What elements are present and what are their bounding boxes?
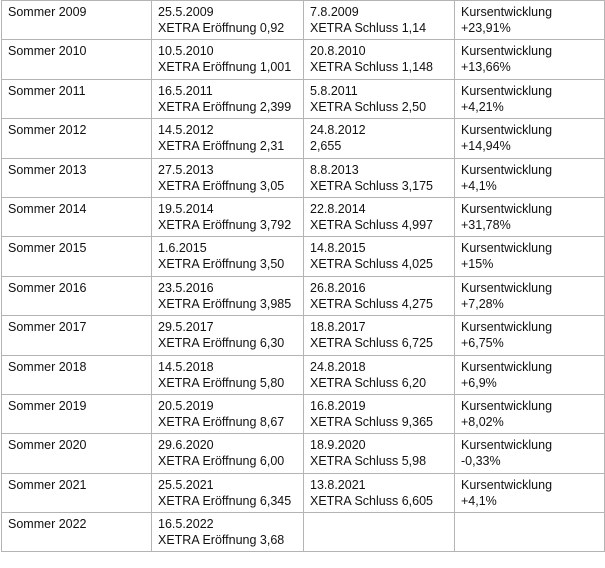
opening-cell	[152, 158, 304, 197]
opening-cell	[152, 79, 304, 118]
table-row	[2, 197, 605, 236]
closing-cell	[304, 355, 455, 394]
closing-cell-line: XETRA Schluss 1,148	[310, 60, 433, 75]
opening-cell-line: 19.5.2014	[158, 201, 214, 216]
closing-cell-line: 20.8.2010	[310, 44, 366, 59]
closing-cell-line: 18.8.2017	[310, 320, 366, 335]
closing-cell	[304, 434, 455, 473]
opening-cell-line: XETRA Eröffnung 0,92	[158, 21, 285, 35]
opening-cell-line: XETRA Eröffnung 2,399	[158, 99, 292, 114]
closing-cell-line: 22.8.2014	[310, 201, 366, 216]
table-body	[2, 1, 605, 552]
change-cell-line: +4,21%	[461, 99, 504, 114]
change-cell	[455, 394, 605, 433]
closing-cell-line: XETRA Schluss 6,20	[310, 375, 427, 390]
change-cell	[455, 513, 605, 552]
change-cell-line: Kursentwicklung	[461, 280, 553, 295]
table-row	[2, 513, 605, 552]
opening-cell-line: XETRA Eröffnung 6,00	[158, 454, 285, 469]
change-cell-line: Kursentwicklung	[461, 5, 553, 19]
change-cell-line: +14,94%	[461, 139, 511, 154]
opening-cell-line: 16.5.2011	[158, 83, 213, 98]
opening-cell-line: 1.6.2015	[158, 241, 207, 256]
table-row	[2, 40, 605, 79]
opening-cell	[152, 40, 304, 79]
opening-cell	[152, 473, 304, 512]
change-cell-line: +8,02%	[461, 414, 504, 429]
opening-cell-line: 14.5.2012	[158, 123, 214, 138]
opening-cell	[152, 355, 304, 394]
table-row	[2, 79, 605, 118]
summer-performance-table	[1, 0, 605, 552]
change-cell-line: +15%	[461, 257, 494, 272]
season-cell-line: Sommer 2012	[8, 123, 87, 138]
change-cell-line: Kursentwicklung	[461, 241, 553, 256]
season-cell	[2, 276, 152, 315]
season-cell-line: Sommer 2014	[8, 201, 87, 216]
closing-cell	[304, 473, 455, 512]
table-row	[2, 119, 605, 158]
closing-cell	[304, 79, 455, 118]
table-row	[2, 355, 605, 394]
change-cell-line: Kursentwicklung	[461, 320, 553, 335]
closing-cell	[304, 119, 455, 158]
opening-cell	[152, 197, 304, 236]
opening-cell	[152, 119, 304, 158]
table-row	[2, 316, 605, 355]
season-cell	[2, 316, 152, 355]
closing-cell-line: XETRA Schluss 3,175	[310, 178, 433, 193]
opening-cell-line: 25.5.2009	[158, 5, 214, 19]
season-cell-line: Sommer 2016	[8, 280, 87, 295]
closing-cell-line: XETRA Schluss 1,14	[310, 21, 427, 35]
closing-cell-line: XETRA Schluss 5,98	[310, 454, 427, 469]
season-cell	[2, 513, 152, 552]
opening-cell-line: XETRA Eröffnung 3,05	[158, 178, 285, 193]
season-cell-line: Sommer 2022	[8, 517, 87, 532]
opening-cell	[152, 237, 304, 276]
opening-cell-line: XETRA Eröffnung 6,30	[158, 336, 285, 351]
change-cell-line: +6,75%	[461, 336, 504, 351]
closing-cell-line: XETRA Schluss 6,605	[310, 493, 433, 508]
change-cell-line: Kursentwicklung	[461, 477, 553, 492]
change-cell	[455, 276, 605, 315]
opening-cell	[152, 276, 304, 315]
closing-cell-line: XETRA Schluss 4,275	[310, 296, 433, 311]
table-row	[2, 237, 605, 276]
season-cell	[2, 119, 152, 158]
opening-cell	[152, 513, 304, 552]
table-row	[2, 158, 605, 197]
closing-cell	[304, 237, 455, 276]
change-cell	[455, 158, 605, 197]
closing-cell-line: XETRA Schluss 9,365	[310, 414, 433, 429]
change-cell-line: +23,91%	[461, 21, 511, 35]
change-cell	[455, 197, 605, 236]
closing-cell-line: 26.8.2016	[310, 280, 366, 295]
change-cell	[455, 119, 605, 158]
table-row	[2, 434, 605, 473]
change-cell-line: Kursentwicklung	[461, 44, 553, 59]
closing-cell-line: 24.8.2018	[310, 359, 366, 374]
opening-cell-line: XETRA Eröffnung 3,50	[158, 257, 285, 272]
change-cell-line: Kursentwicklung	[461, 398, 553, 413]
table-row	[2, 1, 605, 40]
change-cell-line: Kursentwicklung	[461, 359, 553, 374]
opening-cell	[152, 394, 304, 433]
opening-cell	[152, 434, 304, 473]
season-cell-line: Sommer 2011	[8, 83, 86, 98]
change-cell-line: +13,66%	[461, 60, 511, 75]
season-cell	[2, 237, 152, 276]
closing-cell-line: XETRA Schluss 4,025	[310, 257, 433, 272]
opening-cell-line: XETRA Eröffnung 6,345	[158, 493, 292, 508]
season-cell-line: Sommer 2019	[8, 398, 87, 413]
change-cell-line: Kursentwicklung	[461, 123, 553, 138]
opening-cell-line: 20.5.2019	[158, 398, 214, 413]
season-cell	[2, 158, 152, 197]
change-cell	[455, 316, 605, 355]
opening-cell-line: XETRA Eröffnung 8,67	[158, 414, 285, 429]
change-cell-line: +7,28%	[461, 296, 504, 311]
closing-cell	[304, 276, 455, 315]
closing-cell	[304, 316, 455, 355]
season-cell-line: Sommer 2021	[8, 477, 87, 492]
opening-cell	[152, 1, 304, 40]
closing-cell	[304, 197, 455, 236]
season-cell	[2, 355, 152, 394]
opening-cell-line: 14.5.2018	[158, 359, 214, 374]
change-cell	[455, 79, 605, 118]
change-cell	[455, 434, 605, 473]
season-cell	[2, 79, 152, 118]
closing-cell-line: 14.8.2015	[310, 241, 366, 256]
change-cell	[455, 473, 605, 512]
season-cell-line: Sommer 2020	[8, 438, 87, 453]
season-cell-line: Sommer 2013	[8, 162, 87, 177]
closing-cell	[304, 394, 455, 433]
closing-cell-line: 8.8.2013	[310, 162, 359, 177]
change-cell-line: +4,1%	[461, 493, 497, 508]
closing-cell-line: 24.8.2012	[310, 123, 366, 138]
change-cell-line: +4,1%	[461, 178, 497, 193]
opening-cell-line: XETRA Eröffnung 3,68	[158, 533, 285, 548]
opening-cell-line: 29.5.2017	[158, 320, 214, 335]
opening-cell-line: XETRA Eröffnung 1,001	[158, 60, 292, 75]
season-cell-line: Sommer 2017	[8, 320, 87, 335]
season-cell-line: Sommer 2018	[8, 359, 87, 374]
closing-cell-line: 5.8.2011	[310, 83, 358, 98]
change-cell-line: Kursentwicklung	[461, 83, 553, 98]
season-cell	[2, 394, 152, 433]
season-cell-line: Sommer 2009	[8, 5, 87, 19]
change-cell	[455, 1, 605, 40]
season-cell	[2, 1, 152, 40]
change-cell	[455, 355, 605, 394]
table-row	[2, 394, 605, 433]
change-cell-line: +6,9%	[461, 375, 497, 390]
closing-cell-line: 2,655	[310, 139, 342, 154]
closing-cell	[304, 1, 455, 40]
opening-cell	[152, 316, 304, 355]
change-cell-line: -0,33%	[461, 454, 501, 469]
change-cell-line: Kursentwicklung	[461, 438, 553, 453]
table-row	[2, 276, 605, 315]
season-cell-line: Sommer 2010	[8, 44, 87, 59]
closing-cell	[304, 40, 455, 79]
table-row	[2, 473, 605, 512]
closing-cell-line: XETRA Schluss 4,997	[310, 217, 433, 232]
change-cell-line: Kursentwicklung	[461, 162, 553, 177]
closing-cell	[304, 158, 455, 197]
closing-cell-line: 13.8.2021	[310, 477, 366, 492]
change-cell-line: +31,78%	[461, 217, 511, 232]
season-cell	[2, 434, 152, 473]
opening-cell-line: XETRA Eröffnung 2,31	[158, 139, 285, 154]
season-cell	[2, 473, 152, 512]
opening-cell-line: 16.5.2022	[158, 517, 214, 532]
change-cell-line: Kursentwicklung	[461, 201, 553, 216]
opening-cell-line: 27.5.2013	[158, 162, 214, 177]
season-cell-line: Sommer 2015	[8, 241, 87, 256]
closing-cell-line: 7.8.2009	[310, 5, 359, 19]
closing-cell-line: 16.8.2019	[310, 398, 366, 413]
opening-cell-line: 29.6.2020	[158, 438, 214, 453]
opening-cell-line: XETRA Eröffnung 3,985	[158, 296, 292, 311]
closing-cell-line: XETRA Schluss 6,725	[310, 336, 433, 351]
closing-cell	[304, 513, 455, 552]
closing-cell-line: 18.9.2020	[310, 438, 366, 453]
opening-cell-line: 10.5.2010	[158, 44, 214, 59]
opening-cell-line: XETRA Eröffnung 5,80	[158, 375, 285, 390]
opening-cell-line: 23.5.2016	[158, 280, 214, 295]
opening-cell-line: 25.5.2021	[158, 477, 214, 492]
season-cell	[2, 40, 152, 79]
opening-cell-line: XETRA Eröffnung 3,792	[158, 217, 292, 232]
change-cell	[455, 237, 605, 276]
closing-cell-line: XETRA Schluss 2,50	[310, 99, 427, 114]
change-cell	[455, 40, 605, 79]
season-cell	[2, 197, 152, 236]
